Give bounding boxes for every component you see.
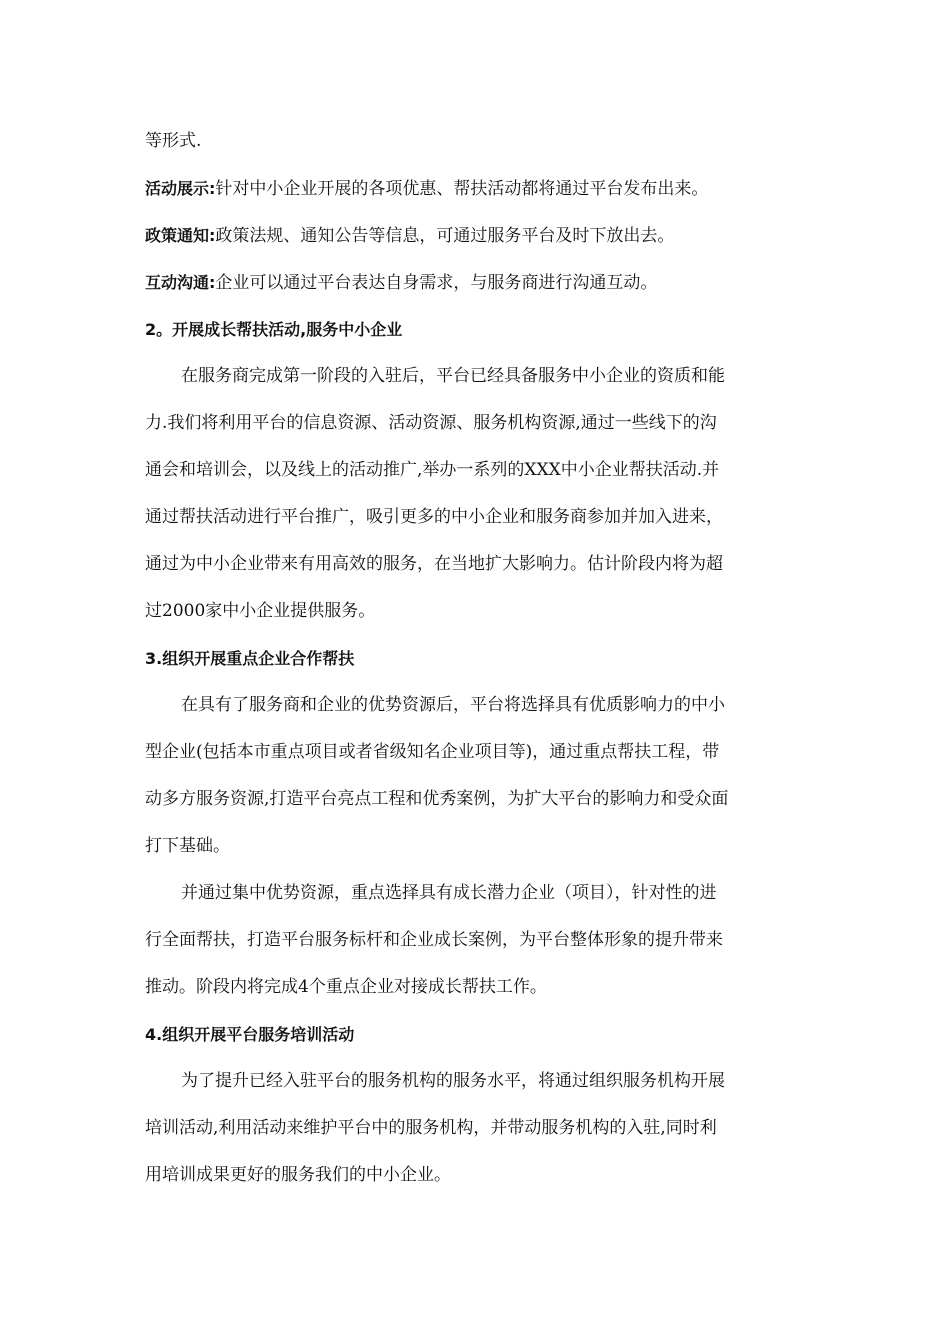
item-label: 互动沟通: xyxy=(145,273,216,292)
item-text: 针对中小企业开展的各项优惠、帮扶活动都将通过平台发布出来。 xyxy=(215,179,709,199)
paragraph xyxy=(145,1058,810,1199)
list-item-interaction xyxy=(145,259,810,306)
paragraph-line: 行全面帮扶，打造平台服务标杆和企业成长案例，为平台整体形象的提升带来 xyxy=(145,930,723,950)
paragraph-line: 打下基础。 xyxy=(145,836,230,856)
paragraph-line: 型企业(包括本市重点项目或者省级知名企业项目等)，通过重点帮扶工程，带 xyxy=(145,742,720,762)
paragraph-line: 用培训成果更好的服务我们的中小企业。 xyxy=(145,1165,451,1185)
paragraph-line: 培训活动,利用活动来维护平台中的服务机构，并带动服务机构的入驻,同时利 xyxy=(145,1118,717,1138)
item-text: 企业可以通过平台表达自身需求，与服务商进行沟通互动。 xyxy=(215,273,658,293)
paragraph-line: 过2000家中小企业提供服务。 xyxy=(145,601,376,621)
paragraph-line: 通过帮扶活动进行平台推广，吸引更多的中小企业和服务商参加并加入进来， xyxy=(145,507,723,527)
paragraph-line: 为了提升已经入驻平台的服务机构的服务水平，将通过组织服务机构开展 xyxy=(181,1071,725,1091)
paragraph-line: 推动。阶段内将完成4个重点企业对接成长帮扶工作。 xyxy=(145,977,547,997)
paragraph xyxy=(145,870,810,1011)
document-body xyxy=(145,118,810,1199)
list-item-policy xyxy=(145,212,810,259)
paragraph-line: 在服务商完成第一阶段的入驻后，平台已经具备服务中小企业的资质和能 xyxy=(181,366,725,386)
item-label: 政策通知: xyxy=(145,226,216,245)
section-heading-2: 2。开展成长帮扶活动,服务中小企业 xyxy=(145,320,403,339)
paragraph-line: 在具有了服务商和企业的优势资源后，平台将选择具有优质影响力的中小 xyxy=(181,695,725,715)
paragraph xyxy=(145,682,810,870)
paragraph-line: 力.我们将利用平台的信息资源、活动资源、服务机构资源,通过一些线下的沟 xyxy=(145,413,717,433)
section-heading-3: 3.组织开展重点企业合作帮扶 xyxy=(145,649,355,668)
item-label: 活动展示: xyxy=(145,179,216,198)
paragraph-line: 通会和培训会，以及线上的活动推广,举办一系列的XXX中小企业帮扶活动.并 xyxy=(145,460,720,480)
paragraph-line: 通过为中小企业带来有用高效的服务，在当地扩大影响力。估计阶段内将为超 xyxy=(145,554,723,574)
item-text: 政策法规、通知公告等信息，可通过服务平台及时下放出去。 xyxy=(215,226,675,246)
paragraph-line: 动多方服务资源,打造平台亮点工程和优秀案例，为扩大平台的影响力和受众面 xyxy=(145,789,729,809)
list-item-activity xyxy=(145,165,810,212)
paragraph xyxy=(145,353,810,635)
section-heading-4: 4.组织开展平台服务培训活动 xyxy=(145,1025,355,1044)
paragraph-line: 并通过集中优势资源，重点选择具有成长潜力企业（项目），针对性的进 xyxy=(181,883,717,903)
text-line: 等形式. xyxy=(145,131,202,151)
